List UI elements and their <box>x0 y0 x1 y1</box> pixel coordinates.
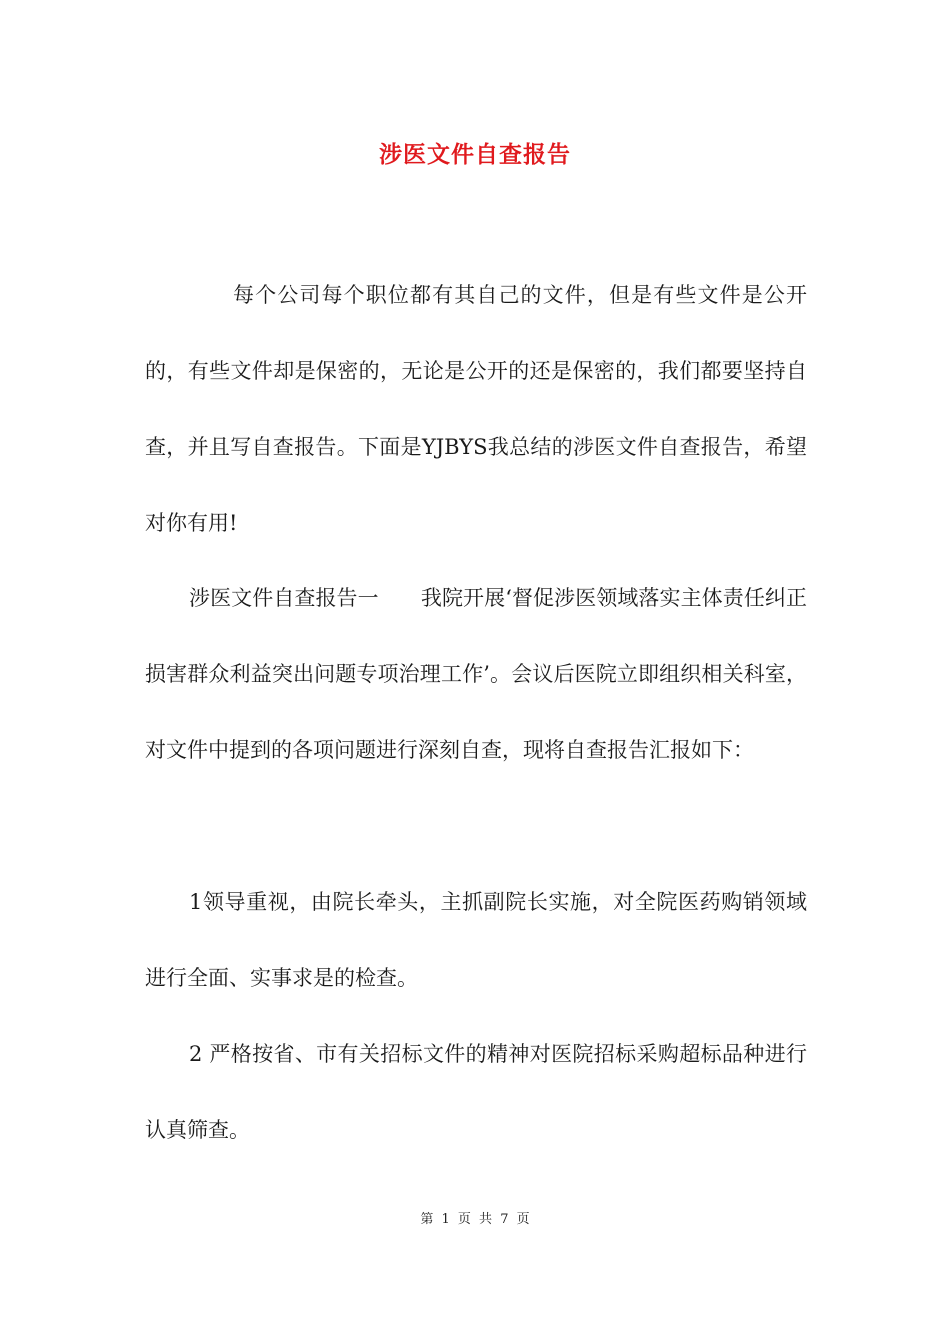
page-number-footer: 第 1 页 共 7 页 <box>420 1212 530 1227</box>
intro-paragraph: 每个公司每个职位都有其自己的文件，但是有些文件是公开的，有些文件却是保密的，无论是公开的还是保密的，我们都要坚持自查，并且写自查报告。下面是YJBYS我总结的涉医文件自查报告，希望对你有用! <box>145 283 807 535</box>
report-one-paragraph: 涉医文件自查报告一 我院开展‘督促涉医领域落实主体责任纠正损害群众利益突出问题专项治理工作’。会议后医院立即组织相关科室，对文件中提到的各项问题进行深刻自查，现将自查报告汇报如下： <box>145 586 807 762</box>
item-two-paragraph: 2 严格按省、市有关招标文件的精神对医院招标采购超标品种进行认真筛查。 <box>145 1042 807 1142</box>
item-one-paragraph: 1领导重视，由院长牵头，主抓副院长实施，对全院医药购销领域进行全面、实事求是的检查。 <box>145 890 807 990</box>
document-title: 涉医文件自查报告 <box>379 141 571 168</box>
